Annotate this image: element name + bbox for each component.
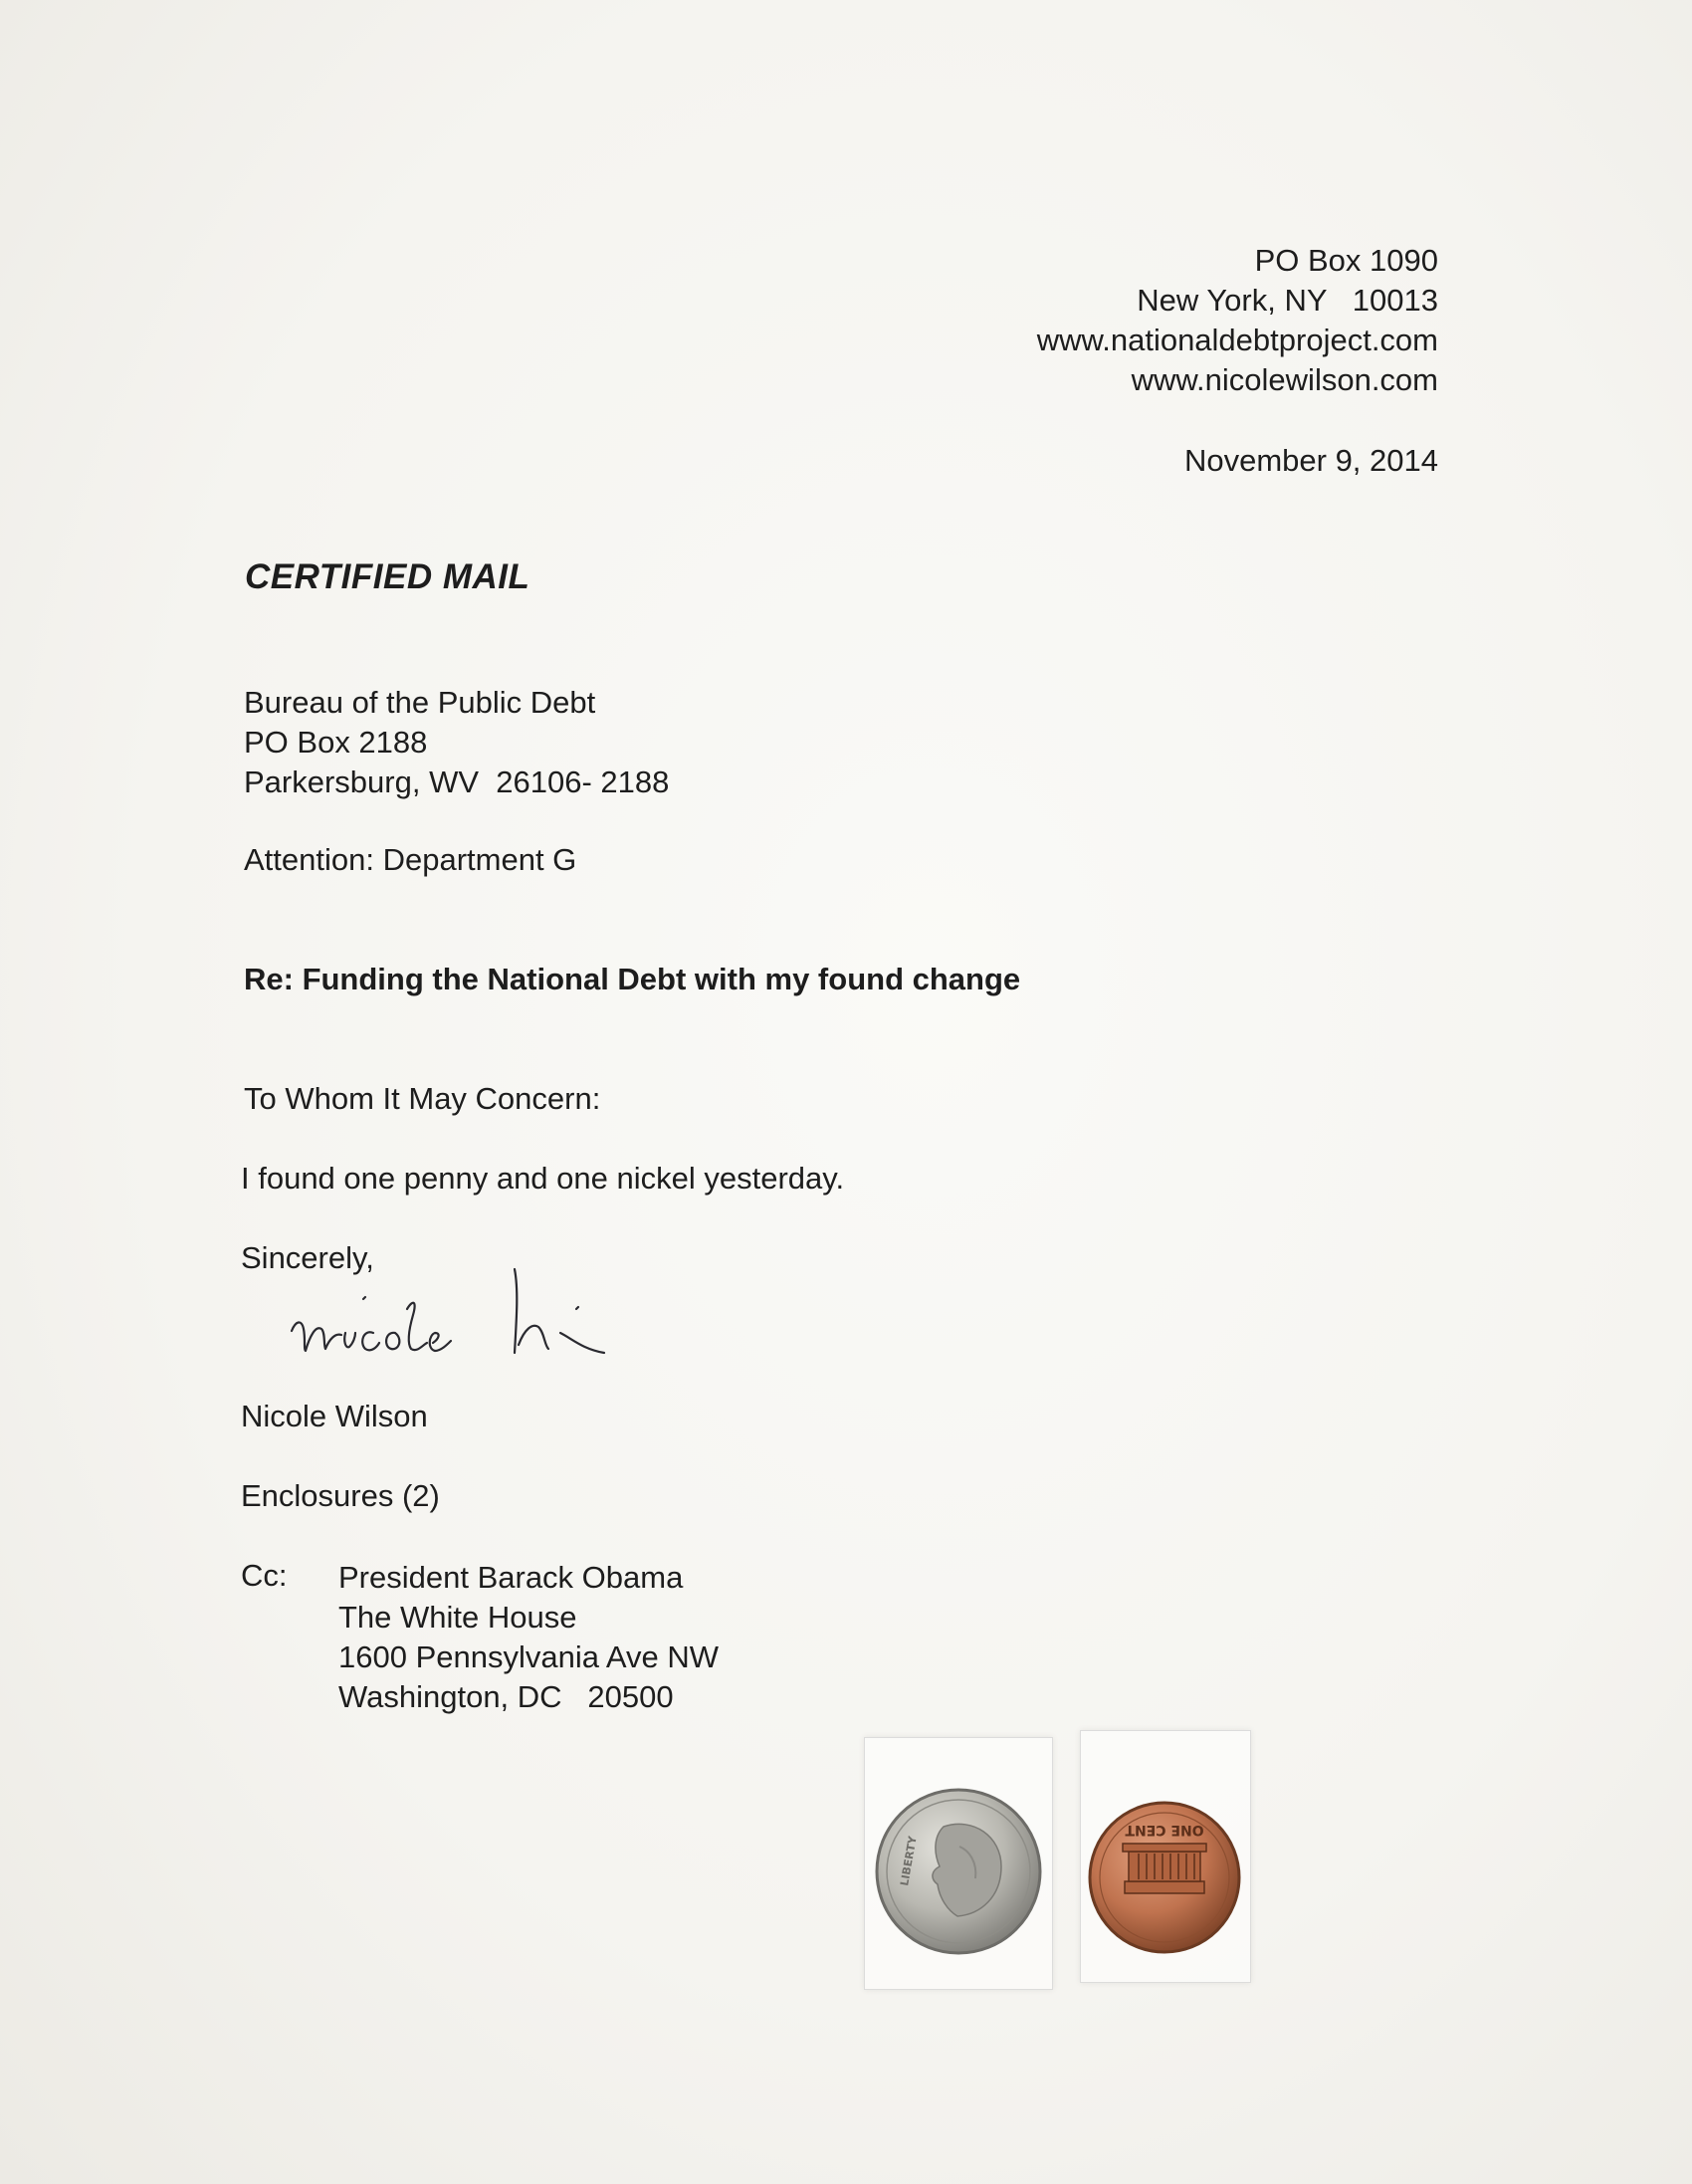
sender-website-nicole-wilson: www.nicolewilson.com: [1131, 362, 1438, 397]
closing: Sincerely,: [241, 1240, 374, 1275]
sender-website-national-debt-project: www.nationaldebtproject.com: [1036, 323, 1438, 357]
cc-address-line-1: The White House: [338, 1600, 577, 1635]
penny-coin: [1087, 1800, 1242, 1955]
certified-mail-heading: CERTIFIED MAIL: [245, 557, 530, 596]
cc-address-block: [338, 1558, 719, 1717]
handwritten-signature: [284, 1249, 642, 1389]
letter-date: November 9, 2014: [1183, 443, 1438, 478]
salutation: To Whom It May Concern:: [244, 1081, 601, 1116]
nickel-inscription: LIBERTY: [898, 1835, 920, 1887]
signer-name: Nicole Wilson: [241, 1399, 428, 1433]
subject-line: Re: Funding the National Debt with my found change: [244, 962, 1021, 996]
cc-label: Cc:: [241, 1558, 288, 1593]
recipient-city-state-zip: Parkersburg, WV 26106- 2188: [244, 764, 670, 799]
sender-city-state-zip: New York, NY 10013: [1137, 283, 1438, 318]
recipient-address-block: [244, 683, 669, 802]
cc-name: President Barack Obama: [338, 1560, 684, 1595]
nickel-coin: [874, 1787, 1043, 1956]
recipient-po-box: PO Box 2188: [244, 725, 428, 760]
letter-body: I found one penny and one nickel yesterday.: [241, 1161, 845, 1196]
penny-inscription: ONE CENT: [1125, 1822, 1204, 1838]
cc-address-line-2: 1600 Pennsylvania Ave NW: [338, 1639, 719, 1674]
attention-line: Attention: Department G: [244, 842, 577, 877]
sender-address-block: [1037, 241, 1438, 400]
sender-po-box: PO Box 1090: [1254, 243, 1438, 278]
cc-address-line-3: Washington, DC 20500: [338, 1679, 674, 1714]
enclosures-line: Enclosures (2): [241, 1478, 440, 1513]
recipient-name: Bureau of the Public Debt: [244, 685, 596, 720]
